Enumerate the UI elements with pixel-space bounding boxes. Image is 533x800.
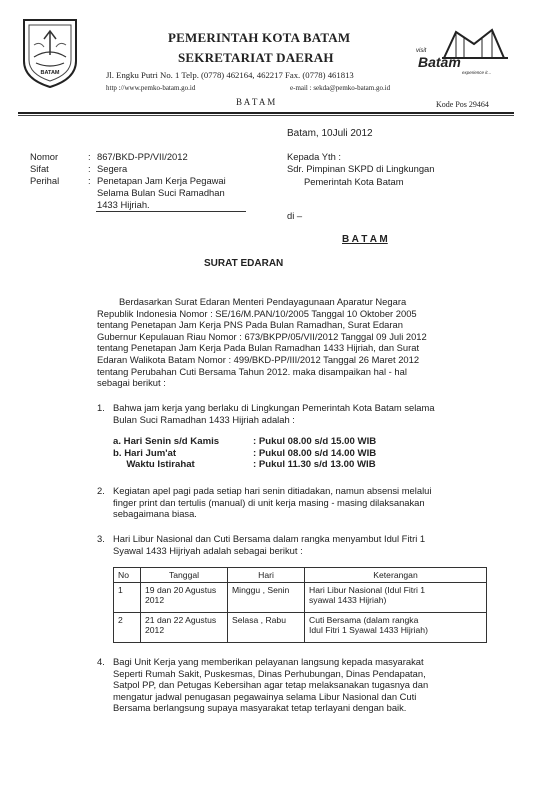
hours-day: b. Hari Jum'at — [113, 447, 177, 459]
perihal-underline — [96, 211, 246, 212]
hours-time: : Pukul 08.00 s/d 14.00 WIB — [253, 447, 377, 459]
intro-line: tentang Perubahan Cuti Bersama Tahun 2012. maka disampaikan hal - hal — [97, 365, 407, 377]
sifat-label: Sifat — [30, 163, 49, 174]
city-emblem — [20, 17, 80, 89]
item-1-text — [113, 402, 503, 425]
perihal-line-1: Penetapan Jam Kerja Pegawai — [97, 175, 226, 186]
item-3-text — [113, 533, 503, 556]
item-4-number: 4. — [97, 656, 105, 667]
cell-tanggal: 19 dan 20 Agustus 2012 — [141, 583, 228, 613]
cell-tanggal: 21 dan 22 Agustus 2012 — [141, 613, 228, 643]
nomor-label: Nomor — [30, 151, 59, 162]
perihal-label: Perihal — [30, 175, 60, 186]
recipient-line-3: Pemerintah Kota Batam — [304, 176, 404, 187]
item-2-line: finger print dan tertulis (manual) di unit kerja masing - masing dilaksanakan — [113, 496, 425, 508]
recipient-line-1: Kepada Yth : — [287, 151, 342, 162]
intro-paragraph — [97, 296, 501, 389]
item-4-line: Seperti Rumah Sakit, Puskesmas, Dinas Perhubungan, Dinas Pendapatan, — [113, 667, 426, 679]
item-1-line: Bahwa jam kerja yang berlaku di Lingkungan Pemerintah Kota Batam selama — [113, 402, 435, 413]
header-email: e-mail : sekda@pemko-batam.go.id — [290, 84, 391, 92]
header-title-2: SEKRETARIAT DAERAH — [178, 50, 334, 65]
recipient-line-2: Sdr. Pimpinan SKPD di Lingkungan — [287, 163, 435, 174]
hours-time: : Pukul 08.00 s/d 15.00 WIB — [253, 436, 377, 447]
perihal-colon: : — [88, 175, 91, 186]
working-hours-days — [113, 436, 263, 471]
header-title-1: PEMERINTAH KOTA BATAM — [168, 30, 351, 45]
letterhead-rule — [18, 112, 514, 114]
cell-keterangan: Cuti Bersama (dalam rangka Idul Fitri 1 Syawal 1433 Hijriah) — [305, 613, 487, 643]
nomor-colon: : — [88, 151, 91, 162]
intro-line: tentang Penetapan Jam Kerja PNS Pada Bulan Ramadhan, Surat Edaran — [97, 319, 403, 331]
brand-small: visit — [416, 48, 427, 54]
item-3-line: Hari Libur Nasional dan Cuti Bersama dalam rangka menyambut Idul Fitri 1 — [113, 533, 426, 544]
visit-batam-logo — [412, 28, 512, 78]
table-header-hari: Hari — [228, 568, 305, 583]
intro-line: tentang Penetapan Jam Kerja Pada Bulan Ramadhan 1433 Hijriah, dan Surat — [97, 342, 420, 354]
item-1-line: Bulan Suci Ramadhan 1433 Hijriah adalah : — [113, 413, 295, 425]
intro-line: Edaran Walikota Batam Nomor : 499/BKD-PP/III/2012 Tanggal 26 Maret 2012 — [97, 353, 420, 365]
hours-time: : Pukul 11.30 s/d 13.00 WIB — [253, 459, 376, 471]
intro-line: Republik Indonesia Nomor : SE/16/M.PAN/10/2005 Tanggal 10 Oktober 2005 — [97, 307, 417, 319]
recipient-di: di – — [287, 210, 303, 221]
brand-tagline: experience it... — [462, 70, 492, 75]
perihal-line-2: Selama Bulan Suci Ramadhan — [97, 187, 225, 198]
intro-line: Berdasarkan Surat Edaran Menteri Pendayagunaan Aparatur Negara — [119, 296, 407, 307]
item-4-line: Bersama berlangsung supaya masyarakat tetap terlayani dengan baik. — [113, 702, 407, 714]
cell-hari: Selasa , Rabu — [228, 613, 305, 643]
item-3-line: Syawal 1433 Hijriyah adalah sebagai berikut : — [113, 544, 303, 556]
intro-line: Gubernur Kepulauan Riau Nomor : 673/BKPP/05/VII/2012 Tanggal 09 Juli 2012 — [97, 330, 427, 342]
item-1-number: 1. — [97, 402, 105, 413]
table-header-no: No — [114, 568, 141, 583]
cell-no: 2 — [114, 613, 141, 643]
sifat-value: Segera — [97, 163, 128, 174]
item-2-line: sebagaimana biasa. — [113, 508, 197, 520]
table-header-keterangan: Keterangan — [305, 568, 487, 583]
item-4-line: Bagi Unit Kerja yang memberikan pelayanan langsung kepada masyarakat — [113, 656, 424, 667]
item-4-line: Satpol PP, dan Petugas Kebersihan agar tetap melaksanakan tugasnya dan — [113, 679, 429, 691]
emblem-label: BATAM — [40, 70, 60, 76]
perihal-line-3: 1433 Hijriah. — [97, 199, 150, 210]
table-header-row — [114, 568, 487, 583]
header-address: Jl. Engku Putri No. 1 Telp. (0778) 462164, 462217 Fax. (0778) 461813 — [106, 70, 354, 80]
item-3-number: 3. — [97, 533, 105, 544]
hours-day: Waktu Istirahat — [113, 459, 195, 471]
working-hours-times — [253, 436, 423, 471]
letter-date: Batam, 10Juli 2012 — [287, 128, 373, 139]
intro-line: sebagai berikut : — [97, 377, 166, 389]
nomor-value: 867/BKD-PP/VII/2012 — [97, 151, 188, 162]
sifat-colon: : — [88, 163, 91, 174]
item-4-line: mengatur jadwal penugasan pegawainya selama Libur Nasional dan Cuti — [113, 690, 417, 702]
table-row — [114, 613, 487, 643]
item-2-number: 2. — [97, 485, 105, 496]
recipient-city: B A T A M — [342, 234, 388, 245]
header-website: http ://www.pemko-batam.go.id — [106, 84, 196, 92]
header-postal-code: Kode Pos 29464 — [436, 100, 489, 109]
item-2-line: Kegiatan apel pagi pada setiap hari senin ditiadakan, namun absensi melalui — [113, 485, 432, 496]
holiday-table — [113, 567, 487, 643]
table-row — [114, 583, 487, 613]
table-header-tanggal: Tanggal — [141, 568, 228, 583]
hours-day: a. Hari Senin s/d Kamis — [113, 436, 220, 447]
header-city: B A T A M — [236, 97, 276, 107]
cell-hari: Minggu , Senin — [228, 583, 305, 613]
item-4-text — [113, 656, 503, 714]
document-title: SURAT EDARAN — [204, 258, 284, 269]
letterhead-rule-thin — [18, 115, 514, 116]
cell-no: 1 — [114, 583, 141, 613]
brand-name: Batam — [418, 54, 461, 70]
cell-keterangan: Hari Libur Nasional (Idul Fitri 1 syawal 1433 Hijriah) — [305, 583, 487, 613]
item-2-text — [113, 485, 503, 520]
